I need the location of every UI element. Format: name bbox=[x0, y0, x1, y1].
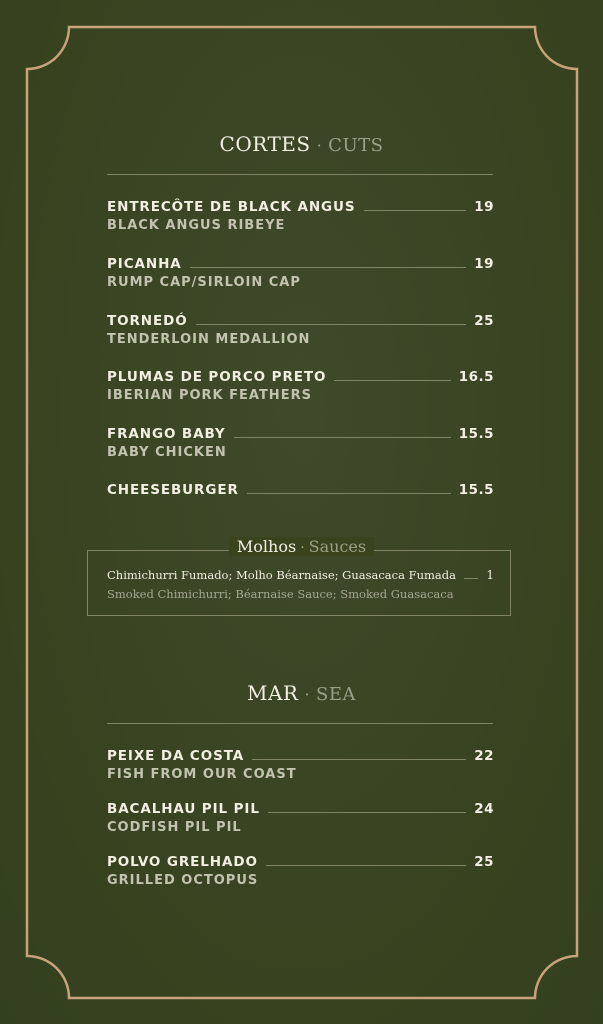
leader-line bbox=[334, 380, 450, 381]
cuts-title-pt: CORTES bbox=[219, 132, 311, 156]
item-subtitle: FISH FROM OUR COAST bbox=[107, 767, 297, 782]
sauces-line bbox=[107, 568, 494, 582]
menu-item bbox=[107, 854, 494, 888]
cuts-section-title bbox=[0, 132, 603, 156]
sea-title-pt: MAR bbox=[246, 681, 299, 705]
sea-divider bbox=[107, 723, 493, 724]
item-name: POLVO GRELHADO bbox=[107, 854, 258, 870]
leader-line bbox=[247, 493, 451, 494]
leader-line bbox=[252, 759, 466, 760]
item-name: ENTRECÔTE DE BLACK ANGUS bbox=[107, 199, 356, 215]
item-price: 25 bbox=[474, 854, 494, 870]
sea-title-en: SEA bbox=[316, 684, 357, 705]
sauces-title bbox=[0, 537, 603, 556]
item-price: 19 bbox=[474, 256, 494, 272]
item-name: CHEESEBURGER bbox=[107, 482, 239, 498]
item-price: 22 bbox=[474, 748, 494, 764]
sauces-box bbox=[87, 550, 511, 616]
menu-item bbox=[107, 256, 494, 290]
leader-line bbox=[364, 210, 467, 211]
menu-item bbox=[107, 369, 494, 403]
leader-line bbox=[464, 578, 478, 579]
menu-item bbox=[107, 801, 494, 835]
item-subtitle: BLACK ANGUS RIBEYE bbox=[107, 218, 286, 233]
leader-line bbox=[266, 865, 466, 866]
sauces-title-pt: Molhos bbox=[236, 537, 297, 556]
sauces-names-pt: Chimichurri Fumado; Molho Béarnaise; Guasacaca Fumada bbox=[107, 568, 456, 582]
menu-item bbox=[107, 313, 494, 347]
leader-line bbox=[234, 437, 451, 438]
leader-line bbox=[190, 267, 467, 268]
menu-item bbox=[107, 426, 494, 460]
item-subtitle: TENDERLOIN MEDALLION bbox=[107, 332, 311, 347]
menu-item bbox=[107, 199, 494, 233]
item-subtitle: IBERIAN PORK FEATHERS bbox=[107, 388, 312, 403]
item-name: BACALHAU PIL PIL bbox=[107, 801, 260, 817]
sauces-title-en: Sauces bbox=[308, 537, 367, 556]
item-subtitle: BABY CHICKEN bbox=[107, 445, 227, 460]
sea-section-title bbox=[0, 681, 603, 705]
item-subtitle: RUMP CAP/SIRLOIN CAP bbox=[107, 275, 301, 290]
menu-item bbox=[107, 482, 494, 498]
sauces-names-en: Smoked Chimichurri; Béarnaise Sauce; Smoked Guasacaca bbox=[107, 587, 454, 601]
item-price: 16.5 bbox=[458, 369, 494, 385]
item-price: 19 bbox=[474, 199, 494, 215]
item-subtitle: CODFISH PIL PIL bbox=[107, 820, 242, 835]
item-price: 15.5 bbox=[458, 482, 494, 498]
menu-item bbox=[107, 748, 494, 782]
item-price: 24 bbox=[474, 801, 494, 817]
sauces-title-bg bbox=[229, 537, 374, 556]
item-name: PICANHA bbox=[107, 256, 182, 272]
cuts-title-separator: · bbox=[316, 136, 323, 155]
item-name: PLUMAS DE PORCO PRETO bbox=[107, 369, 327, 385]
sauces-title-separator: · bbox=[300, 540, 305, 556]
item-name: TORNEDÓ bbox=[107, 313, 188, 329]
item-name: PEIXE DA COSTA bbox=[107, 748, 245, 764]
leader-line bbox=[268, 812, 466, 813]
cuts-title-en: CUTS bbox=[328, 135, 384, 156]
item-name: FRANGO BABY bbox=[107, 426, 226, 442]
item-price: 15.5 bbox=[458, 426, 494, 442]
cuts-divider bbox=[107, 174, 493, 175]
item-subtitle: GRILLED OCTOPUS bbox=[107, 873, 259, 888]
item-price: 25 bbox=[474, 313, 494, 329]
leader-line bbox=[196, 324, 467, 325]
sauces-price: 1 bbox=[486, 568, 494, 582]
sea-title-separator: · bbox=[304, 685, 311, 704]
